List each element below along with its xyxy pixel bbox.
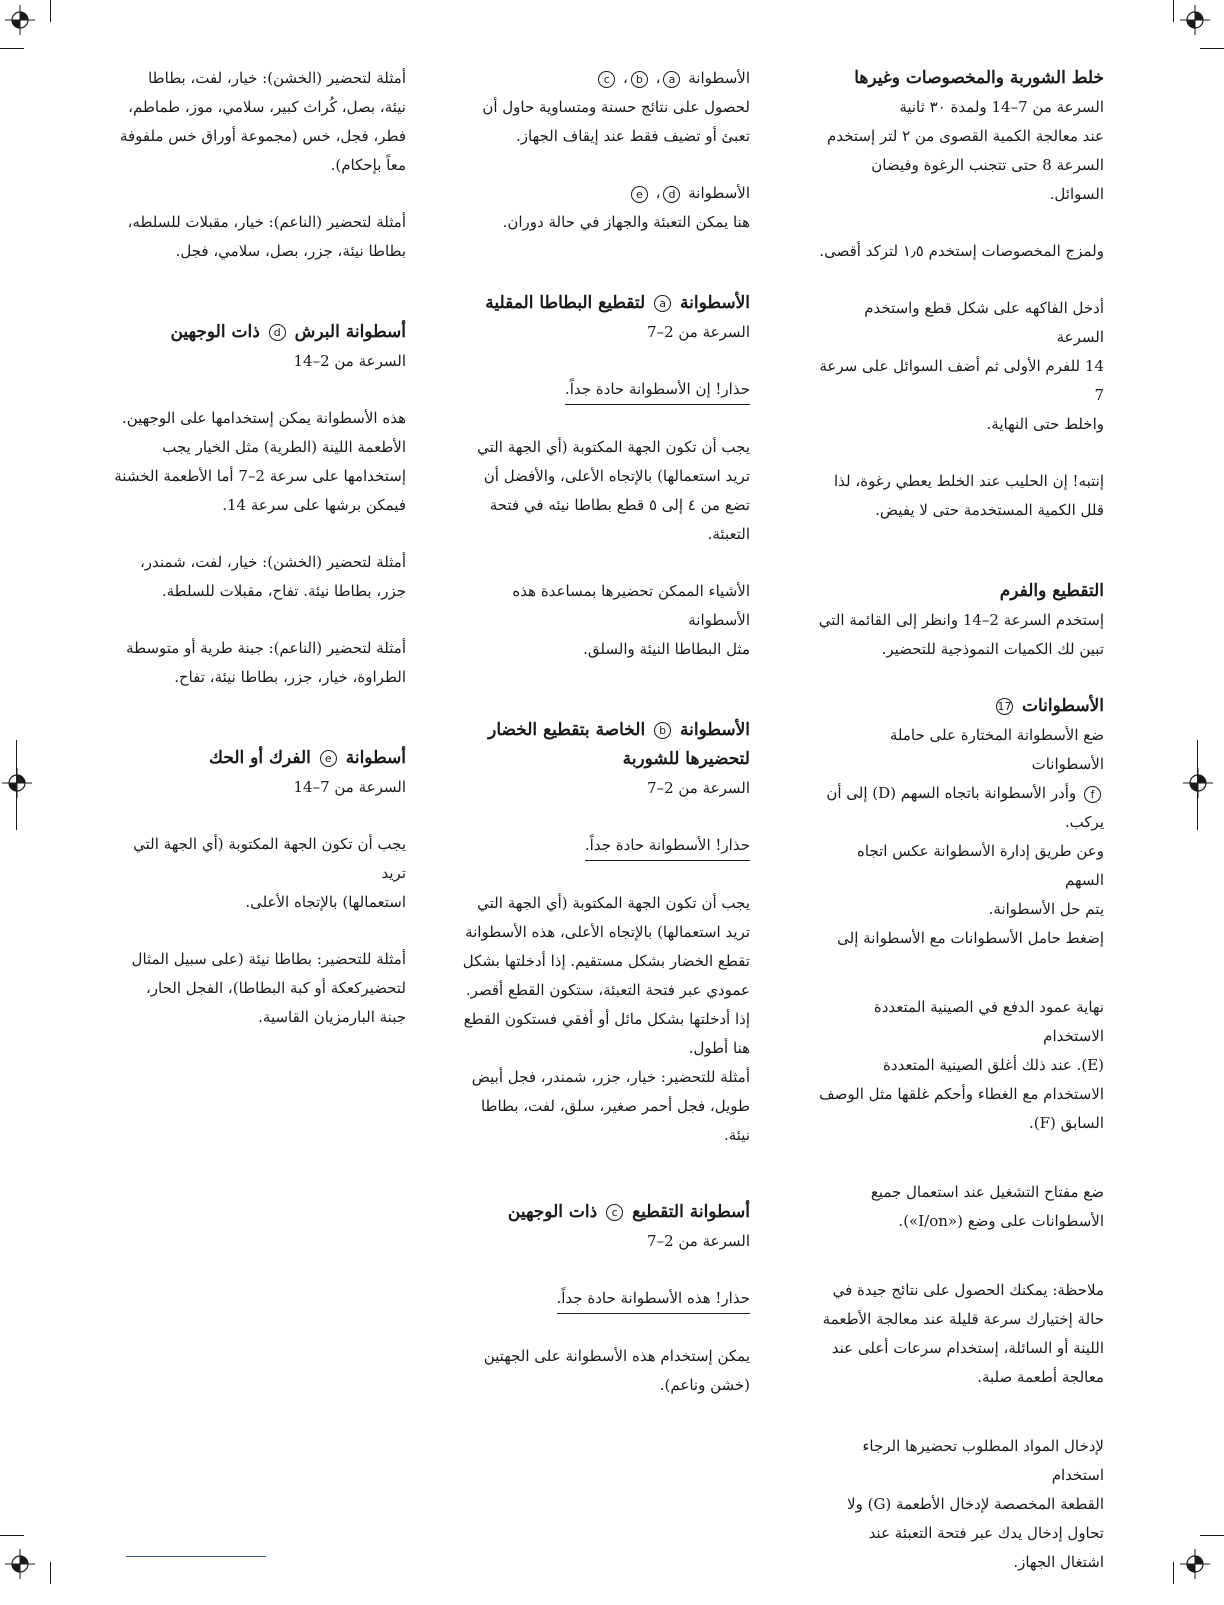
bottom-rule bbox=[126, 1556, 266, 1557]
soup-line: قلل الكمية المستخدمة حتى لا يفيض. bbox=[875, 501, 1104, 519]
circled-d-badge: d bbox=[269, 324, 286, 341]
circled-b-badge: b bbox=[631, 71, 648, 88]
disc-b-section bbox=[462, 716, 750, 803]
disc-b-heading bbox=[462, 716, 750, 745]
disc-e-speed: السرعة من 7–14 bbox=[293, 778, 406, 796]
milk-warning bbox=[816, 467, 1104, 525]
circled-b-badge: b bbox=[654, 722, 671, 739]
registration-mark-mid-right bbox=[1183, 768, 1213, 798]
circled-17-badge: 17 bbox=[997, 700, 1012, 713]
disc-a-section bbox=[462, 289, 750, 347]
discs-line: يركب. bbox=[1064, 813, 1104, 831]
disc-b-line: أمثلة للتحضير: خيار، جزر، شمندر، فجل أبيض bbox=[471, 1068, 750, 1086]
circled-c-badge: c bbox=[606, 1204, 623, 1221]
soup-line: ولمزج المخصوصات إستخدم ١٫٥ لتركد أقصى. bbox=[819, 242, 1104, 260]
disc-d-line: أمثلة لتحضير (الناعم): جبنة طرية أو متوسطة bbox=[126, 639, 406, 657]
disc-b-paragraph bbox=[462, 889, 750, 1150]
note-line: اللينة أو السائلة، إستخدام سرعات أعلى عند bbox=[831, 1339, 1104, 1357]
soup-line: 14 للفرم الأولى ثم أضف السوائل على سرعة 7 bbox=[819, 357, 1104, 404]
disc-d-paragraph bbox=[106, 404, 406, 520]
discs-heading bbox=[816, 692, 1104, 721]
trim-mark bbox=[1200, 1535, 1224, 1536]
registration-mark-bottom-left bbox=[5, 1549, 35, 1579]
trim-mark bbox=[0, 48, 24, 49]
circled-a-badge: a bbox=[654, 295, 671, 312]
registration-mark-top-left bbox=[5, 5, 35, 35]
trim-mark bbox=[50, 0, 51, 22]
disc-b-speed: السرعة من 2–7 bbox=[647, 779, 750, 797]
discs-line: (E). عند ذلك أغلق الصينية المتعددة bbox=[883, 1056, 1104, 1074]
disc-d-heading bbox=[106, 318, 406, 347]
disc-b-line: يجب أن تكون الجهة المكتوبة (أي الجهة التي bbox=[477, 894, 750, 912]
disc-d-speed: السرعة من 2–14 bbox=[293, 352, 406, 370]
discs-line: السابق (F). bbox=[1028, 1114, 1104, 1132]
disc-d-line: فيمكن برشها على سرعة 14. bbox=[222, 496, 406, 514]
disc-e-paragraph bbox=[106, 945, 406, 1032]
disc-b-line: تقطع الخضار بشكل مستقيم. إذا أدخلتها بشكل bbox=[462, 952, 750, 970]
disc-a-line: الأشياء الممكن تحضيرها بمساعدة هذه الأسطوانة bbox=[512, 582, 750, 629]
note-line: معالجة أطعمة صلبة. bbox=[977, 1368, 1104, 1386]
disc-c-line: يمكن إستخدام هذه الأسطوانة على الجهتين bbox=[483, 1347, 750, 1365]
circled-d-badge: d bbox=[663, 186, 680, 203]
feed-line: القطعة المخصصة لإدخال الأطعمة (G) ولا bbox=[847, 1495, 1104, 1513]
column-middle bbox=[462, 64, 750, 1428]
disc-e-heading-pre: أسطوانة bbox=[345, 748, 406, 768]
discs-line: نهاية عمود الدفع في الصينية المتعددة الاستخدام bbox=[873, 998, 1104, 1045]
disc-d-line: الأطعمة اللينة (الطرية) مثل الخيار يجب bbox=[162, 438, 406, 456]
abc-label-line: الأسطوانة a، b، c bbox=[462, 64, 750, 93]
de-discs-note bbox=[462, 179, 750, 237]
column-right bbox=[816, 64, 1104, 1605]
disc-c-speed: السرعة من 2–7 bbox=[647, 1232, 750, 1250]
disc-d-paragraph bbox=[106, 548, 406, 606]
example-line: نيئة، بصل، كُراث كبير، سلامي، موز، طماطم، bbox=[128, 98, 406, 116]
disc-c-line: (خشن وناعم). bbox=[659, 1376, 750, 1394]
cut-heading: التقطيع والفرم bbox=[999, 581, 1104, 601]
discs-line: إضغط حامل الأسطوانات مع الأسطوانة إلى bbox=[837, 929, 1104, 947]
disc-c-heading-post: ذات الوجهين bbox=[507, 1202, 598, 1222]
disc-b-line: إذا أدخلتها بشكل مائل أو أفقي فستكون القطع bbox=[463, 1010, 750, 1028]
abc-discs-note bbox=[462, 64, 750, 151]
disc-a-line: تريد استعمالها) بالإتجاه الأعلى، والأفضل أن bbox=[483, 467, 750, 485]
cut-line: تبين لك الكميات النموذجية للتحضير. bbox=[881, 640, 1104, 658]
disc-e-line: لتحضيركعكة أو كبة البطاطا)، الفجل الحار، bbox=[145, 979, 406, 997]
trim-mark bbox=[16, 740, 17, 830]
examples-fine bbox=[106, 208, 406, 266]
disc-d-line: إستخدامها على سرعة 2–7 أما الأطعمة الخشنة bbox=[114, 467, 406, 485]
disc-e-section bbox=[106, 744, 406, 802]
soup-paragraph bbox=[816, 237, 1104, 266]
note-line: ملاحظة: يمكنك الحصول على نتائج جيدة في bbox=[832, 1281, 1104, 1299]
feed-paragraph bbox=[816, 1432, 1104, 1577]
circled-f-badge: f bbox=[1084, 786, 1101, 803]
disc-c-warning bbox=[462, 1284, 750, 1314]
disc-a-warning bbox=[462, 375, 750, 405]
discs-paragraph bbox=[816, 993, 1104, 1138]
soup-line: إنتبه! إن الحليب عند الخلط يعطي رغوة، لذا bbox=[833, 472, 1104, 490]
example-line: أمثلة لتحضير (الخشن): خيار، لفت، بطاطا bbox=[148, 69, 406, 87]
soup-line: أدخل الفاكهه على شكل قطع واستخدم السرعة bbox=[864, 299, 1104, 346]
trim-mark bbox=[50, 1562, 51, 1584]
de-label-line: الأسطوانة d، e bbox=[462, 179, 750, 208]
discs-line: يتم حل الأسطوانة. bbox=[988, 900, 1104, 918]
examples-coarse bbox=[106, 64, 406, 180]
discs-paragraph bbox=[816, 1178, 1104, 1236]
discs-line: ضع مفتاح التشغيل عند استعمال جميع bbox=[870, 1183, 1104, 1201]
disc-d-line: جزر، بطاطا نيئة. تفاح، مقبلات للسلطة. bbox=[161, 582, 406, 600]
note-line: حالة إختيارك سرعة قليلة عند معالجة الأطعمة bbox=[822, 1310, 1104, 1328]
disc-c-section bbox=[462, 1198, 750, 1256]
disc-c-warning-text: حذار! هذه الأسطوانة حادة جداً. bbox=[557, 1284, 751, 1314]
de-line: هنا يمكن التعبئة والجهاز في حالة دوران. bbox=[502, 213, 750, 231]
disc-d-line: أمثلة لتحضير (الخشن): خيار، لفت، شمندر، bbox=[139, 553, 406, 571]
disc-a-heading bbox=[462, 289, 750, 318]
abc-line: لحصول على نتائج حسنة ومتساوية حاول أن bbox=[482, 98, 750, 116]
discs-section bbox=[816, 692, 1104, 953]
disc-a-heading-pre: الأسطوانة bbox=[680, 293, 750, 313]
disc-a-paragraph bbox=[462, 577, 750, 664]
disc-b-line: طويل، فجل أحمر صغير، سلق، لفت، بطاطا bbox=[480, 1097, 750, 1115]
disc-b-heading-pre: الأسطوانة bbox=[680, 720, 750, 740]
soup-section bbox=[816, 64, 1104, 209]
abc-line: تعبئ أو تضيف فقط عند إيقاف الجهاز. bbox=[515, 127, 750, 145]
disc-b-line: هنا أطول. bbox=[688, 1039, 750, 1057]
soup-paragraph bbox=[816, 294, 1104, 439]
cut-line: إستخدم السرعة 2–14 وانظر إلى القائمة التي bbox=[818, 611, 1104, 629]
example-line: فطر، فجل، خس (مجموعة أوراق خس ملفوفة bbox=[119, 127, 406, 145]
de-label: الأسطوانة bbox=[688, 184, 750, 202]
discs-line: وعن طريق إدارة الأسطوانة عكس اتجاه السهم bbox=[856, 842, 1104, 889]
disc-b-line: عمودي عبر فتحة التعبئة، ستكون القطع أقصر. bbox=[465, 981, 750, 999]
disc-d-section bbox=[106, 318, 406, 376]
disc-a-line: التعبئة. bbox=[707, 525, 750, 543]
circled-a-badge: a bbox=[663, 71, 680, 88]
discs-line: الأسطوانات على وضع («I/on»). bbox=[898, 1212, 1104, 1230]
discs-heading-text: الأسطوانات bbox=[1021, 696, 1104, 716]
disc-e-line: جبنة البارمزيان القاسية. bbox=[258, 1008, 406, 1026]
disc-b-warning-text: حذار! الأسطوانة حادة جداً. bbox=[585, 831, 750, 861]
disc-d-line: الطراوة، خيار، جزر، بطاطا نيئة، تفاح. bbox=[174, 668, 406, 686]
disc-e-heading-post: الفرك أو الحك bbox=[209, 748, 311, 768]
disc-d-paragraph bbox=[106, 634, 406, 692]
discs-line-text: وأدر الأسطوانة باتجاه السهم (D) إلى أن bbox=[826, 784, 1077, 802]
abc-label: الأسطوانة bbox=[688, 69, 750, 87]
soup-line: السرعة 8 حتى تتجنب الرغوة وفيضان السوائل. bbox=[871, 156, 1104, 203]
disc-e-heading bbox=[106, 744, 406, 773]
disc-a-speed: السرعة من 2–7 bbox=[647, 323, 750, 341]
column-left bbox=[106, 64, 406, 1060]
circled-c-badge: c bbox=[598, 71, 615, 88]
example-line: أمثلة لتحضير (الناعم): خيار، مقبلات للسلطه، bbox=[127, 213, 406, 231]
disc-d-heading-pre: أسطوانة البرش bbox=[294, 322, 406, 342]
trim-mark bbox=[1173, 0, 1174, 22]
disc-d-heading-post: ذات الوجهين bbox=[170, 322, 260, 342]
disc-b-heading-post: الخاصة بتقطيع الخضار bbox=[488, 720, 646, 740]
disc-d-line: هذه الأسطوانة يمكن إستخدامها على الوجهين. bbox=[121, 409, 406, 427]
disc-b-line: نيئة. bbox=[723, 1126, 750, 1144]
registration-mark-top-right bbox=[1180, 5, 1210, 35]
disc-c-paragraph bbox=[462, 1342, 750, 1400]
disc-a-warning-text: حذار! إن الأسطوانة حادة جداً. bbox=[565, 375, 750, 405]
disc-e-line: يجب أن تكون الجهة المكتوبة (أي الجهة التي تريد bbox=[133, 835, 406, 882]
discs-line: ضع الأسطوانة المختارة على حاملة الأسطوانات bbox=[889, 726, 1104, 773]
disc-e-line: أمثلة للتحضير: بطاطا نيئة (على سبيل المثال bbox=[131, 950, 406, 968]
trim-mark bbox=[1200, 48, 1224, 49]
circled-e-badge: e bbox=[320, 750, 337, 767]
registration-mark-mid-left bbox=[2, 768, 32, 798]
trim-mark bbox=[0, 1535, 24, 1536]
disc-b-line: تريد استعمالها) بالإتجاه الأعلى، هذه الأسطوانة bbox=[465, 923, 750, 941]
disc-a-line: يجب أن تكون الجهة المكتوبة (أي الجهة التي bbox=[477, 438, 750, 456]
soup-line: عند معالجة الكمية القصوى من ٢ لتر إستخدم bbox=[827, 127, 1104, 145]
example-line: معاً بإحكام). bbox=[330, 156, 406, 174]
feed-line: اشتغال الجهاز. bbox=[1013, 1553, 1104, 1571]
feed-line: تحاول إدخال يدك عبر فتحة التعبئة عند bbox=[868, 1524, 1104, 1542]
disc-a-line: مثل البطاطا النيئة والسلق. bbox=[583, 640, 750, 658]
disc-a-heading-post: لتقطيع البطاطا المقلية bbox=[485, 293, 646, 313]
discs-line bbox=[816, 779, 1104, 808]
trim-mark bbox=[1173, 1562, 1174, 1584]
feed-line: لإدخال المواد المطلوب تحضيرها الرجاء استخدام bbox=[862, 1437, 1104, 1484]
disc-e-line: استعمالها) بالإتجاه الأعلى. bbox=[245, 893, 406, 911]
example-line: بطاطا نيئة، جزر، بصل، سلامي، فجل. bbox=[175, 242, 406, 260]
circled-e-badge: e bbox=[631, 186, 648, 203]
soup-line: واخلط حتى النهاية. bbox=[986, 415, 1104, 433]
soup-heading: خلط الشوربة والمخصوصات وغيرها bbox=[854, 68, 1104, 88]
discs-line: الاستخدام مع الغطاء وأحكم غلقها مثل الوصف bbox=[819, 1085, 1104, 1103]
disc-a-paragraph bbox=[462, 433, 750, 549]
disc-c-heading bbox=[462, 1198, 750, 1227]
cut-section bbox=[816, 577, 1104, 664]
disc-b-heading-line2: لتحضيرها للشوربة bbox=[622, 749, 750, 769]
disc-e-paragraph bbox=[106, 830, 406, 917]
disc-c-heading-pre: أسطوانة التقطيع bbox=[632, 1202, 750, 1222]
trim-mark bbox=[1197, 740, 1198, 830]
disc-a-line: تضع من ٤ إلى ٥ قطع بطاطا نيئه في فتحة bbox=[489, 496, 750, 514]
disc-b-warning bbox=[462, 831, 750, 861]
registration-mark-bottom-right bbox=[1180, 1549, 1210, 1579]
soup-line: السرعة من 7–14 ولمدة ٣٠ ثانية bbox=[899, 98, 1104, 116]
note-paragraph bbox=[816, 1276, 1104, 1392]
